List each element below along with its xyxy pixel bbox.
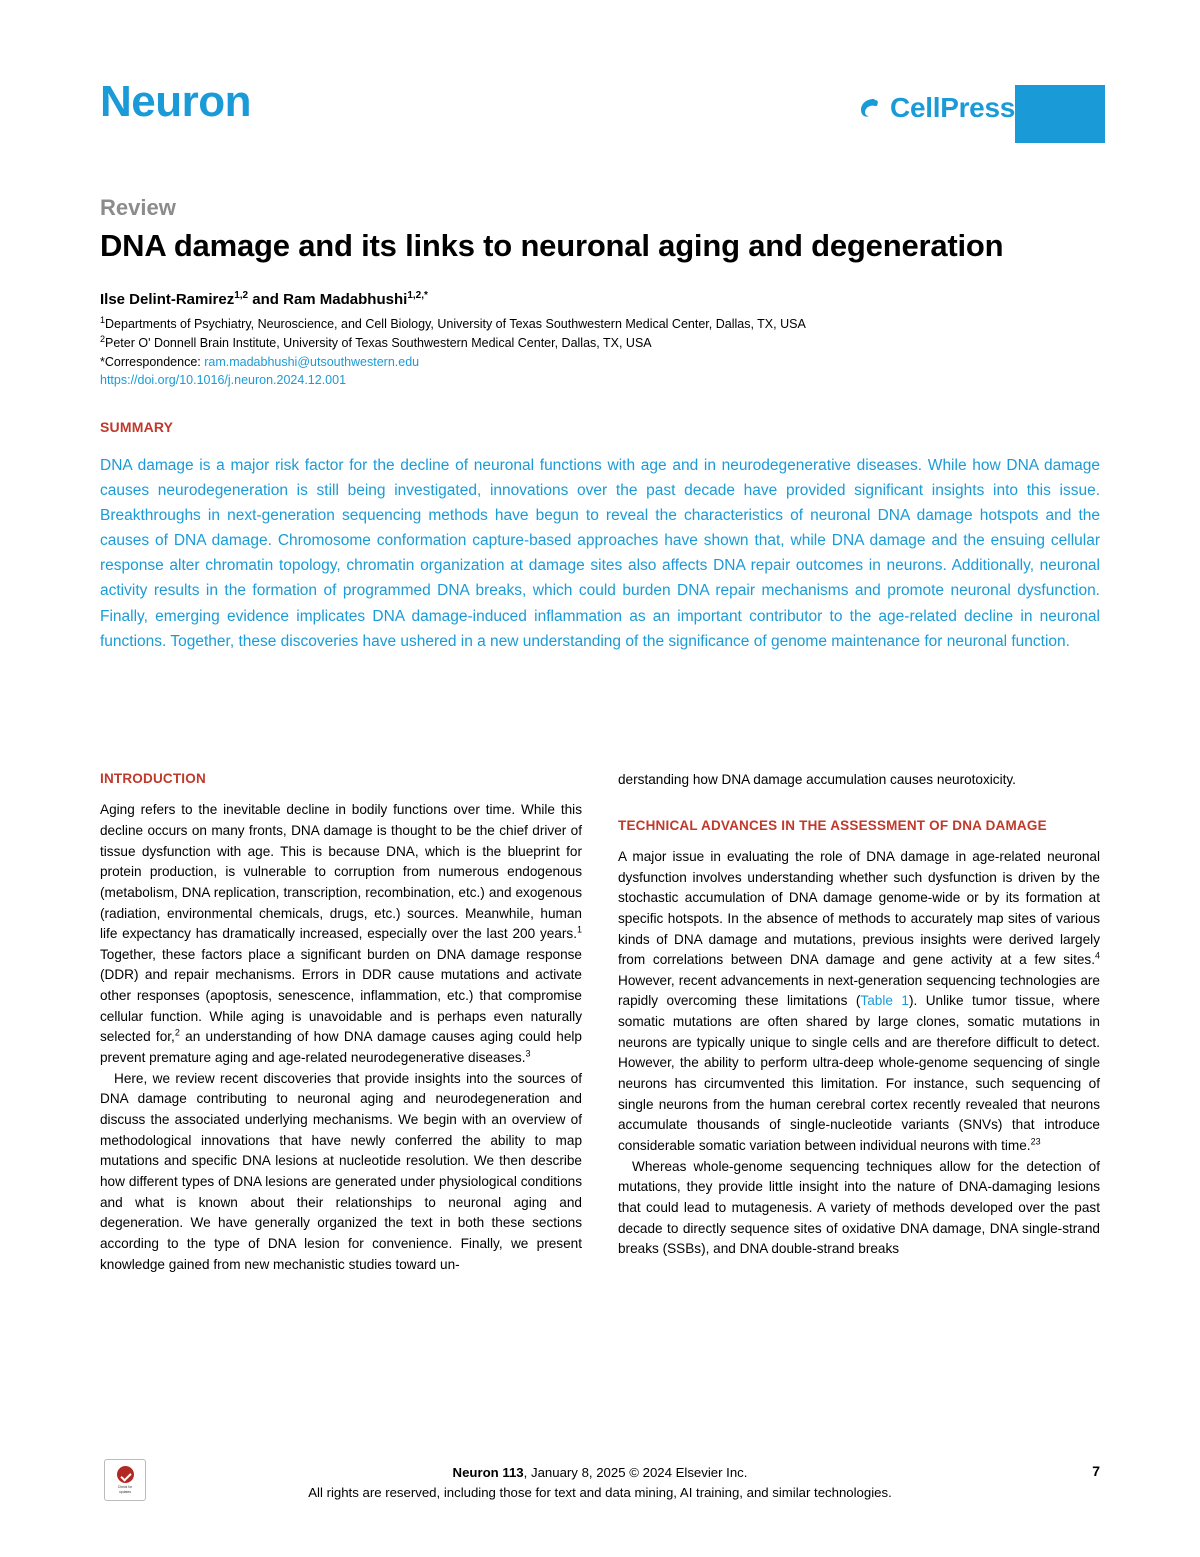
- citation-ref[interactable]: 4: [1094, 950, 1100, 961]
- paragraph: Here, we review recent discoveries that provide insights into the sources of DNA damage contributing to neuronal aging and neurodegeneration and discuss the associated underlying mechanisms. We begin with an overview of methodological innovations that have newly conferred the ability to map mutations and specific DNA lesions at nucleotide resolution. We then describe how different types of DNA lesions are generated under physiological conditions and what is known about their relationships to neuronal aging and degeneration. We have generally organized the text in both these sections according to the type of DNA lesion for convenience. Finally, we present knowledge gained from new mechanistic studies toward un-: [100, 1070, 582, 1272]
- page-number: 7: [1092, 1463, 1100, 1479]
- section-heading-introduction: INTRODUCTION: [100, 771, 206, 786]
- correspondence-label: *Correspondence:: [100, 354, 205, 369]
- article-header: [100, 195, 1100, 654]
- affiliations: [100, 314, 1100, 371]
- brand-color-block: [1015, 85, 1105, 143]
- paragraph: Whereas whole-genome sequencing techniques allow for the detection of mutations, they provide little insight into the nature of DNA-damaging lesions that could lead to mutagenesis. A variety of methods developed over the past decade to directly sequence sites of oxidative DNA damage, DNA single-strand breaks (SSBs), and DNA double-strand breaks: [618, 1158, 1100, 1257]
- citation-line: [100, 1463, 1100, 1483]
- paragraph: [618, 847, 1100, 1157]
- citation-ref[interactable]: 23: [1030, 1136, 1041, 1147]
- masthead: [100, 77, 1105, 150]
- article-body: [100, 770, 1100, 1275]
- author-list: [100, 290, 1100, 308]
- paragraph-continued: derstanding how DNA damage accumulation causes neurotoxicity.: [618, 772, 1016, 787]
- right-column: [618, 770, 1100, 1275]
- summary-heading: SUMMARY: [100, 418, 174, 435]
- paragraph-text: an understanding of how DNA damage causes aging could help prevent premature aging and age-related neurodegenerative diseases.: [100, 1029, 582, 1066]
- citation-rest: , January 8, 2025 © 2024 Elsevier Inc.: [523, 1465, 748, 1480]
- table-1-link[interactable]: Table 1: [860, 993, 909, 1009]
- paragraph-text: Aging refers to the inevitable decline in bodily functions over time. While this decline occurs on many fronts, DNA damage is thought to be the chief driver of tissue dysfunction with age. This is because DNA, which is the blueprint for protein production, is vulnerable to corruption from numerous endogenous (metabolism, DNA replication, transcription, recombination, etc.) and exogenous (radiation, environmental chemicals, drugs, etc.) sources. Meanwhile, human life expectancy has dramatically increased, especially over the last 200 years.: [100, 802, 582, 942]
- affiliation-1-marker: 1: [100, 315, 106, 326]
- doi: [100, 373, 1100, 387]
- paragraph-text: However, recent advancements in next-generation sequencing technologies are rapidly overcoming these limitations (: [618, 972, 1100, 1009]
- cellpress-logo-icon: [856, 95, 882, 121]
- author-one: Ilse Delint-Ramirez: [100, 291, 235, 309]
- footer-citation: [100, 1463, 1100, 1504]
- affiliation-2-marker: 2: [100, 334, 106, 345]
- summary-text: DNA damage is a major risk factor for the decline of neuronal functions with age and in neurodegenerative diseases. While how DNA damage causes neurodegeneration is still being investigated, innovations over the past decade have provided significant insights into this issue. Breakthroughs in next-generation sequencing methods have begun to reveal the characteristics of neuronal DNA damage hotspots and the causes of DNA damage. Chromosome conformation capture-based approaches have shown that, while DNA damage and the ensuing cellular response alter chromatin topology, chromatin organization at damage sites also affects DNA repair outcomes in neurons. Additionally, neuronal activity results in the formation of programmed DNA breaks, which could burden DNA repair mechanisms and promote neuronal dysfunction. Finally, emerging evidence implicates DNA damage-induced inflammation as an important contributor to the age-related decline in neuronal functions. Together, these discoveries have ushered in a new understanding of the significance of genome maintenance for neuronal function.: [100, 456, 1100, 650]
- section-heading-technical-advances: TECHNICAL ADVANCES IN THE ASSESSMENT OF DNA DAMAGE: [618, 817, 1047, 833]
- article-type: Review: [100, 195, 176, 220]
- citation-journal: Neuron 113: [452, 1465, 524, 1480]
- affiliation-1-text: Departments of Psychiatry, Neuroscience, and Cell Biology, University of Texas Southwestern Medical Center, Dallas, TX, USA: [105, 317, 806, 332]
- citation-ref[interactable]: 2: [174, 1027, 180, 1038]
- crossmark-line-1: Check for: [117, 1485, 133, 1490]
- page-title: DNA damage and its links to neuronal aging and degeneration: [100, 228, 1004, 263]
- paragraph: [100, 800, 582, 1069]
- author-conjunction: and Ram Madabhushi: [248, 291, 408, 309]
- rights-line: All rights are reserved, including those for text and data mining, AI training, and similar technologies.: [308, 1485, 892, 1501]
- affiliation-1: [100, 314, 1100, 333]
- citation-ref[interactable]: 3: [525, 1048, 531, 1059]
- correspondence-email-link[interactable]: ram.madabhushi@utsouthwestern.edu: [204, 354, 420, 369]
- journal-title: Neuron: [100, 77, 251, 126]
- doi-link[interactable]: https://doi.org/10.1016/j.neuron.2024.12.001: [100, 372, 347, 387]
- affiliation-2-text: Peter O' Donnell Brain Institute, University of Texas Southwestern Medical Center, Dallas, TX, USA: [105, 336, 652, 351]
- left-column: [100, 770, 582, 1275]
- affiliation-2: [100, 333, 1100, 352]
- author-one-affil-marker: 1,2: [234, 290, 249, 302]
- correspondence: [100, 353, 1100, 371]
- paragraph-text: ). Unlike tumor tissue, where somatic mutations are often shared by large clones, somatic mutations in neurons are typically unique to single cells and are therefore difficult to detect. However, the ability to perform ultra-deep whole-genome sequencing of single neurons has circumvented this limitation. For instance, such sequencing of single neurons from the human cerebral cortex recently revealed that neurons accumulate thousands of single-nucleotide variants (SNVs) that introduce considerable somatic variation between individual neurons with time.: [618, 993, 1100, 1154]
- cellpress-label: CellPress: [890, 92, 1015, 123]
- author-two-affil-marker: 1,2,*: [407, 290, 428, 302]
- page-footer: [100, 1459, 1100, 1519]
- cellpress-logo: [856, 92, 1015, 124]
- crossmark-line-2: updates: [118, 1489, 132, 1494]
- paragraph-text: Together, these factors place a significant burden on DNA damage response (DDR) and repair mechanisms. Errors in DDR cause mutations and activate other responses (apoptosis, senescence, inflammation, etc.) that compromise cellular function. While aging is unavoidable and is perhaps even naturally selected for,: [100, 946, 582, 1045]
- paragraph-text: A major issue in evaluating the role of DNA damage in age-related neuronal dysfunction involves understanding whether such dysfunction is driven by the stochastic accumulation of DNA damage genome-wide or by its formation at specific hotspots. In the absence of methods to accurately map sites of various kinds of DNA damage and mutations, previous insights were derived largely from correlations between DNA damage and gene activity at a few sites.: [618, 848, 1100, 968]
- citation-ref[interactable]: 1: [576, 924, 582, 935]
